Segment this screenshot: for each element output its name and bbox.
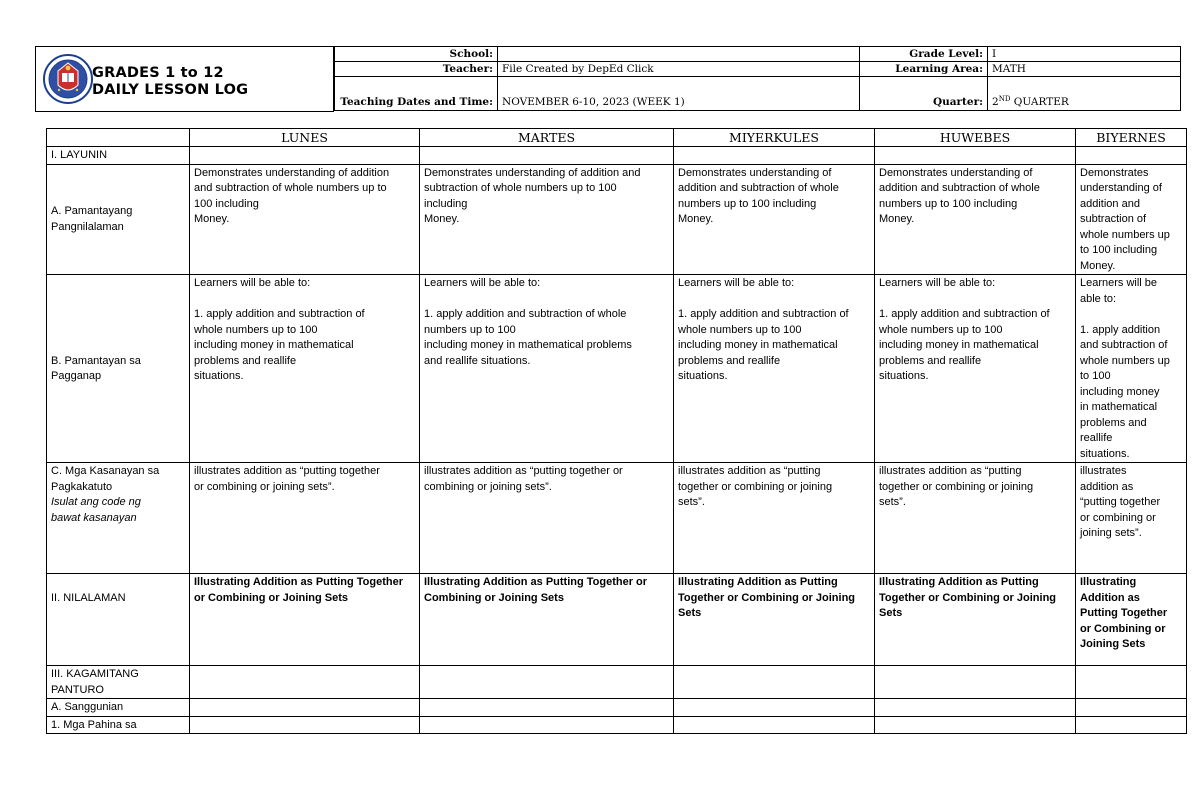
day-header-lunes: LUNES bbox=[190, 129, 420, 147]
school-label: School: bbox=[335, 47, 498, 62]
cell-martes: Demonstrates understanding of addition and subtraction of whole numbers up to 100 including Money. bbox=[420, 164, 674, 275]
cell-lunes: Learners will be able to: 1. apply addition and subtraction of whole numbers up to 100 including money in mathematical problems and reallife situations. bbox=[190, 275, 420, 463]
grade-level-value: I bbox=[988, 47, 1181, 62]
cell-miyerkules: illustrates addition as “putting together or combining or joining sets”. bbox=[674, 463, 875, 574]
day-header-martes: MARTES bbox=[420, 129, 674, 147]
day-header-biyernes: BIYERNES bbox=[1076, 129, 1187, 147]
quarter-ordinal: ND bbox=[998, 95, 1011, 103]
cell-biyernes: illustrates addition as “putting together or combining or joining sets”. bbox=[1076, 463, 1187, 574]
cell-biyernes: Learners will be able to: 1. apply addition and subtraction of whole numbers up to 100 including money in mathematical problems and reallife situations. bbox=[1076, 275, 1187, 463]
row-pamantayang-pangnilalaman bbox=[47, 164, 1187, 275]
cell bbox=[190, 716, 420, 734]
cell-miyerkules: Illustrating Addition as Putting Together or Combining or Joining Sets bbox=[674, 574, 875, 666]
school-value bbox=[498, 47, 860, 62]
cell-martes: Illustrating Addition as Putting Together or Combining or Joining Sets bbox=[420, 574, 674, 666]
cell bbox=[875, 699, 1076, 717]
grade-level-label: Grade Level: bbox=[860, 47, 988, 62]
row-label: A. Sanggunian bbox=[47, 699, 190, 717]
cell-huwebes: Learners will be able to: 1. apply addition and subtraction of whole numbers up to 100 including money in mathematical problems and reallife situations. bbox=[875, 275, 1076, 463]
cell bbox=[674, 147, 875, 165]
cell-biyernes: Demonstrates understanding of addition and subtraction of whole numbers up to 100 including Money. bbox=[1076, 164, 1187, 275]
header-title-line2: DAILY LESSON LOG bbox=[92, 82, 249, 98]
cell-miyerkules: Learners will be able to: 1. apply addition and subtraction of whole numbers up to 100 including money in mathematical problems and reallife situations. bbox=[674, 275, 875, 463]
cell-lunes: Illustrating Addition as Putting Together or Combining or Joining Sets bbox=[190, 574, 420, 666]
row-label: A. Pamantayang Pangnilalaman bbox=[47, 164, 190, 275]
row-label: III. KAGAMITANG PANTURO bbox=[47, 666, 190, 699]
cell-martes: Learners will be able to: 1. apply addition and subtraction of whole numbers up to 100 including money in mathematical problems and reallife situations. bbox=[420, 275, 674, 463]
day-header-miyerkules: MIYERKULES bbox=[674, 129, 875, 147]
header-title-line1: GRADES 1 to 12 bbox=[92, 65, 224, 81]
cell bbox=[875, 147, 1076, 165]
cell bbox=[1076, 716, 1187, 734]
row-label: II. NILALAMAN bbox=[47, 574, 190, 666]
header-title-box bbox=[35, 46, 334, 112]
teacher-label: Teacher: bbox=[335, 62, 498, 77]
row-pamantayan-sa-pagganap bbox=[47, 275, 1187, 463]
cell-huwebes: Demonstrates understanding of addition and subtraction of whole numbers up to 100 including Money. bbox=[875, 164, 1076, 275]
row-label-note: Isulat ang code ng bawat kasanayan bbox=[51, 496, 141, 524]
quarter-value bbox=[988, 77, 1181, 111]
cell-lunes: illustrates addition as “putting together or combining or joining sets”. bbox=[190, 463, 420, 574]
cell bbox=[190, 147, 420, 165]
cell bbox=[190, 666, 420, 699]
row-label-cell bbox=[47, 463, 190, 574]
info-row-school bbox=[335, 47, 1181, 62]
row-sanggunian bbox=[47, 699, 1187, 717]
cell-huwebes: illustrates addition as “putting together or combining or joining sets”. bbox=[875, 463, 1076, 574]
cell bbox=[875, 666, 1076, 699]
cell bbox=[420, 147, 674, 165]
dates-value: NOVEMBER 6-10, 2023 (WEEK 1) bbox=[498, 77, 860, 111]
dates-label: Teaching Dates and Time: bbox=[335, 77, 498, 111]
row-label: I. LAYUNIN bbox=[47, 147, 190, 165]
cell bbox=[674, 666, 875, 699]
cell bbox=[420, 716, 674, 734]
lesson-table bbox=[46, 128, 1187, 734]
quarter-label: Quarter: bbox=[860, 77, 988, 111]
day-header-row bbox=[47, 129, 1187, 147]
info-row-dates bbox=[335, 77, 1181, 111]
row-mga-pahina bbox=[47, 716, 1187, 734]
row-label: B. Pamantayan sa Pagganap bbox=[47, 275, 190, 463]
cell bbox=[190, 699, 420, 717]
row-layunin bbox=[47, 147, 1187, 165]
cell-lunes: Demonstrates understanding of addition and subtraction of whole numbers up to 100 including Money. bbox=[190, 164, 420, 275]
cell bbox=[1076, 666, 1187, 699]
corner-cell bbox=[47, 129, 190, 147]
cell-martes: illustrates addition as “putting together or combining or joining sets”. bbox=[420, 463, 674, 574]
cell bbox=[1076, 699, 1187, 717]
row-nilalaman bbox=[47, 574, 1187, 666]
info-row-teacher bbox=[335, 62, 1181, 77]
day-header-huwebes: HUWEBES bbox=[875, 129, 1076, 147]
cell bbox=[875, 716, 1076, 734]
cell-biyernes: Illustrating Addition as Putting Together or Combining or Joining Sets bbox=[1076, 574, 1187, 666]
teacher-value: File Created by DepEd Click bbox=[498, 62, 860, 77]
cell bbox=[420, 666, 674, 699]
row-label: 1. Mga Pahina sa bbox=[47, 716, 190, 734]
cell bbox=[420, 699, 674, 717]
quarter-number: 2 bbox=[992, 96, 999, 108]
deped-seal-logo bbox=[42, 51, 94, 107]
cell bbox=[674, 699, 875, 717]
cell bbox=[1076, 147, 1187, 165]
row-kagamitang-panturo bbox=[47, 666, 1187, 699]
quarter-text: QUARTER bbox=[1010, 96, 1069, 108]
cell-miyerkules: Demonstrates understanding of addition and subtraction of whole numbers up to 100 including Money. bbox=[674, 164, 875, 275]
learning-area-label: Learning Area: bbox=[860, 62, 988, 77]
cell-huwebes: Illustrating Addition as Putting Together or Combining or Joining Sets bbox=[875, 574, 1076, 666]
cell bbox=[674, 716, 875, 734]
row-label: C. Mga Kasanayan sa Pagkakatuto bbox=[51, 465, 160, 493]
row-kasanayan bbox=[47, 463, 1187, 574]
learning-area-value: MATH bbox=[988, 62, 1181, 77]
info-table bbox=[334, 46, 1181, 111]
